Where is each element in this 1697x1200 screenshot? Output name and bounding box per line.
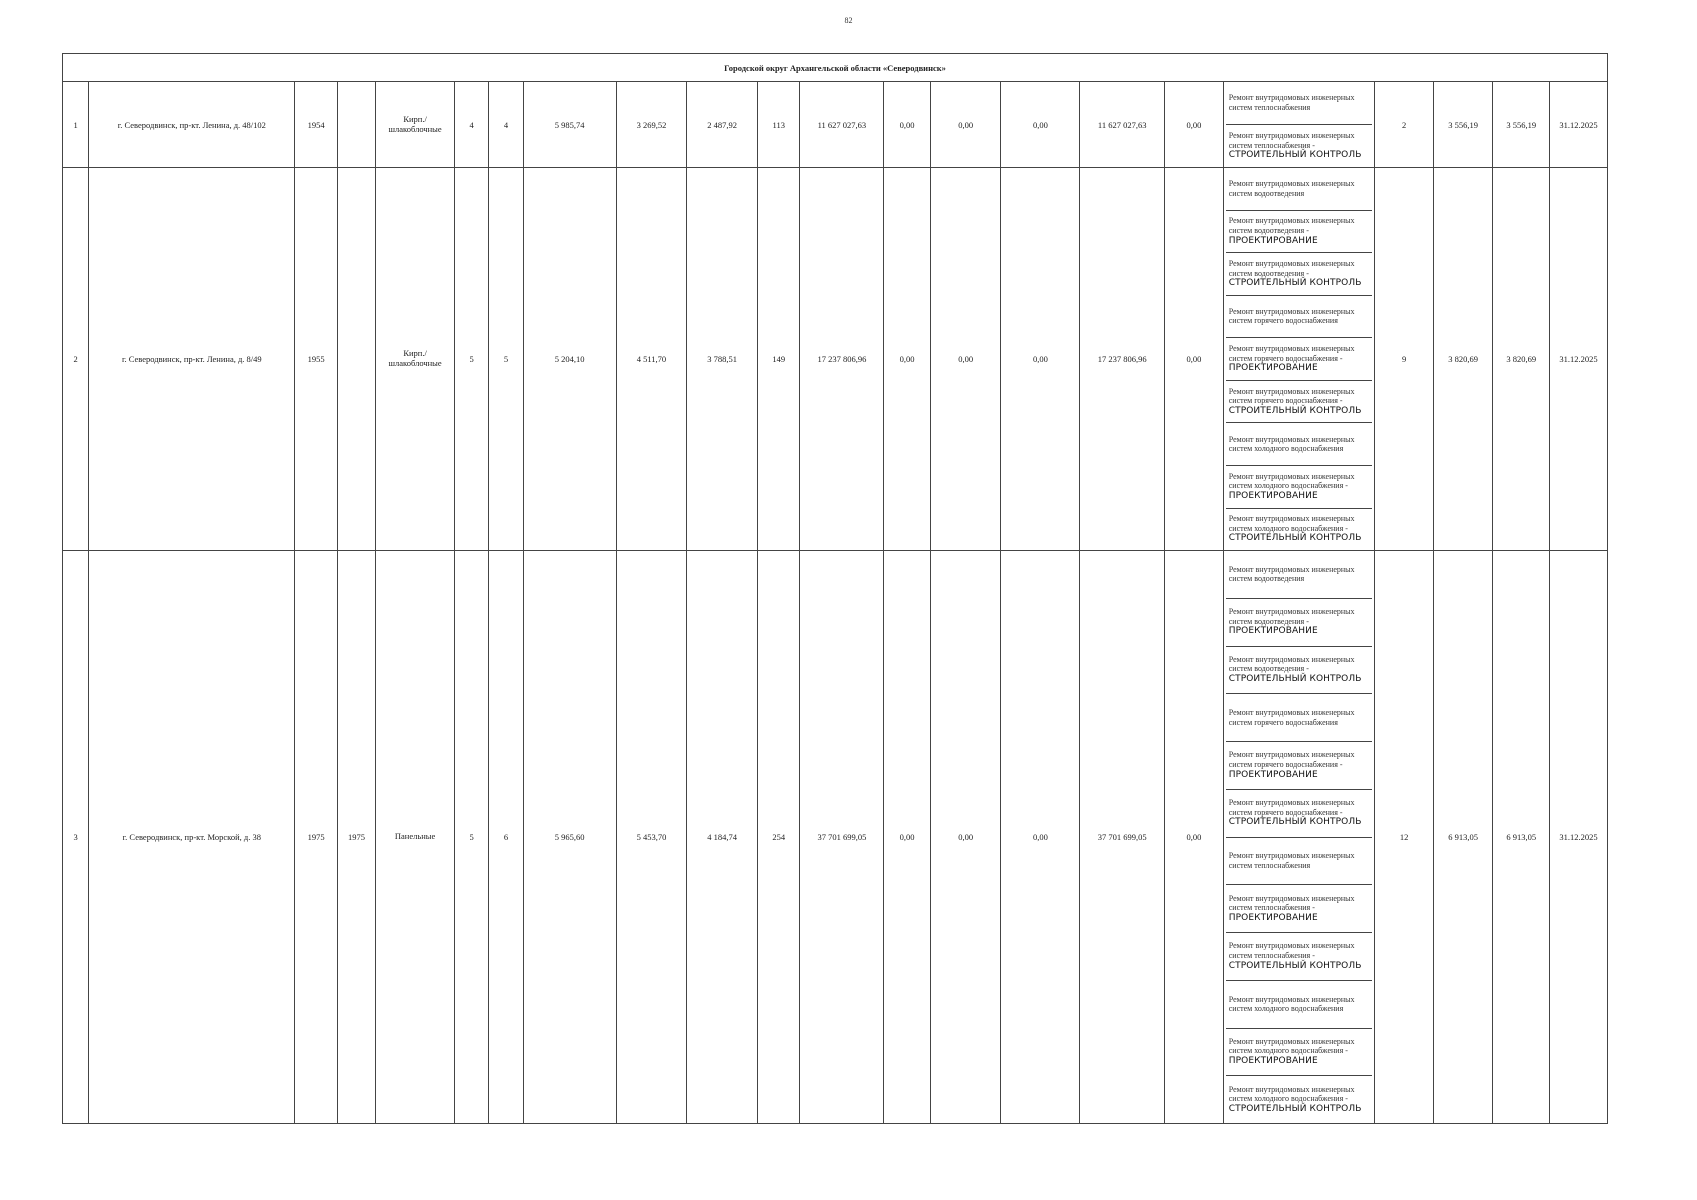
works-cell (1223, 551, 1375, 1124)
area-living: 3 269,52 (616, 82, 687, 168)
fund-fss: 0,00 (884, 82, 930, 168)
year-built: 1954 (295, 82, 337, 168)
fund-owners: 11 627 027,63 (1080, 82, 1165, 168)
year-reconstruction: 1975 (337, 551, 375, 1124)
capital-repair-table (62, 53, 1608, 1124)
work-item: Ремонт внутридомовых инженерных систем теплоснабжения (1226, 838, 1373, 886)
unit-cost: 3 820,69 (1433, 168, 1493, 551)
fund-region: 0,00 (930, 82, 1001, 168)
year-built: 1975 (295, 551, 337, 1124)
row-number: 1 (63, 82, 89, 168)
deadline: 31.12.2025 (1550, 551, 1608, 1124)
fund-fss: 0,00 (884, 168, 930, 551)
area-living-owned: 4 184,74 (687, 551, 758, 1124)
work-item: Ремонт внутридомовых инженерных систем горячего водоснабжения - СТРОИТЕЛЬНЫЙ КОНТРОЛЬ (1226, 790, 1373, 838)
work-item: Ремонт внутридомовых инженерных систем горячего водоснабжения - СТРОИТЕЛЬНЫЙ КОНТРОЛЬ (1226, 381, 1373, 424)
residents: 254 (758, 551, 800, 1124)
entrances: 5 (489, 168, 523, 551)
area-total: 5 985,74 (523, 82, 616, 168)
region-title: Городской округ Архангельской области «Северодвинск» (63, 54, 1608, 82)
work-item: Ремонт внутридомовых инженерных систем холодного водоснабжения - ПРОЕКТИРОВАНИЕ (1226, 466, 1373, 509)
work-item: Ремонт внутридомовых инженерных систем холодного водоснабжения (1226, 981, 1373, 1029)
work-item: Ремонт внутридомовых инженерных систем теплоснабжения (1226, 82, 1373, 125)
unit-cost-max: 6 913,05 (1493, 551, 1550, 1124)
wall-material: Панельные (376, 551, 455, 1124)
table-row (63, 551, 1608, 1124)
unit-cost: 3 556,19 (1433, 82, 1493, 168)
table-row (63, 168, 1608, 551)
area-living: 5 453,70 (616, 551, 687, 1124)
work-item: Ремонт внутридомовых инженерных систем горячего водоснабжения - ПРОЕКТИРОВАНИЕ (1226, 742, 1373, 790)
fund-region: 0,00 (930, 168, 1001, 551)
year-reconstruction (337, 82, 375, 168)
row-number: 2 (63, 168, 89, 551)
floors: 4 (454, 82, 488, 168)
fund-other: 0,00 (1165, 82, 1224, 168)
area-living-owned: 3 788,51 (687, 168, 758, 551)
fund-local: 0,00 (1001, 82, 1080, 168)
work-item: Ремонт внутридомовых инженерных систем горячего водоснабжения (1226, 694, 1373, 742)
work-item: Ремонт внутридомовых инженерных систем теплоснабжения - СТРОИТЕЛЬНЫЙ КОНТРОЛЬ (1226, 933, 1373, 981)
works-count: 12 (1375, 551, 1434, 1124)
fund-region: 0,00 (930, 551, 1001, 1124)
works-cell (1223, 168, 1375, 551)
deadline: 31.12.2025 (1550, 168, 1608, 551)
fund-other: 0,00 (1165, 551, 1224, 1124)
area-total: 5 965,60 (523, 551, 616, 1124)
wall-material: Кирп./ шлакоблочные (376, 82, 455, 168)
entrances: 6 (489, 551, 523, 1124)
fund-local: 0,00 (1001, 168, 1080, 551)
work-item: Ремонт внутридомовых инженерных систем горячего водоснабжения - ПРОЕКТИРОВАНИЕ (1226, 338, 1373, 381)
page-number: 82 (844, 16, 853, 25)
cost-total: 11 627 027,63 (800, 82, 884, 168)
wall-material: Кирп./ шлакоблочные (376, 168, 455, 551)
floors: 5 (454, 168, 488, 551)
address: г. Северодвинск, пр-кт. Ленина, д. 48/102 (89, 82, 295, 168)
work-item: Ремонт внутридомовых инженерных систем водоотведения (1226, 551, 1373, 599)
residents: 113 (758, 82, 800, 168)
fund-owners: 37 701 699,05 (1080, 551, 1165, 1124)
works-count: 2 (1375, 82, 1434, 168)
address: г. Северодвинск, пр-кт. Ленина, д. 8/49 (89, 168, 295, 551)
fund-local: 0,00 (1001, 551, 1080, 1124)
work-item: Ремонт внутридомовых инженерных систем водоотведения - ПРОЕКТИРОВАНИЕ (1226, 599, 1373, 647)
work-item: Ремонт внутридомовых инженерных систем водоотведения (1226, 168, 1373, 211)
floors: 5 (454, 551, 488, 1124)
fund-owners: 17 237 806,96 (1080, 168, 1165, 551)
unit-cost: 6 913,05 (1433, 551, 1493, 1124)
unit-cost-max: 3 820,69 (1493, 168, 1550, 551)
works-count: 9 (1375, 168, 1434, 551)
work-item: Ремонт внутридомовых инженерных систем холодного водоснабжения (1226, 423, 1373, 466)
work-item: Ремонт внутридомовых инженерных систем холодного водоснабжения - СТРОИТЕЛЬНЫЙ КОНТРОЛЬ (1228, 1084, 1362, 1114)
entrances: 4 (489, 82, 523, 168)
area-living-owned: 2 487,92 (687, 82, 758, 168)
table-row (63, 82, 1608, 168)
work-item: Ремонт внутридомовых инженерных систем горячего водоснабжения (1226, 296, 1373, 339)
row-number: 3 (63, 551, 89, 1124)
work-item: Ремонт внутридомовых инженерных систем холодного водоснабжения - ПРОЕКТИРОВАНИЕ (1226, 1029, 1373, 1077)
deadline: 31.12.2025 (1550, 82, 1608, 168)
year-reconstruction (337, 168, 375, 551)
work-item: Ремонт внутридомовых инженерных систем теплоснабжения - СТРОИТЕЛЬНЫЙ КОНТРОЛЬ (1228, 131, 1362, 161)
work-item: Ремонт внутридомовых инженерных систем водоотведения - СТРОИТЕЛЬНЫЙ КОНТРОЛЬ (1226, 647, 1373, 695)
fund-other: 0,00 (1165, 168, 1224, 551)
work-item: Ремонт внутридомовых инженерных систем холодного водоснабжения - СТРОИТЕЛЬНЫЙ КОНТРОЛЬ (1228, 514, 1362, 544)
cost-total: 17 237 806,96 (800, 168, 884, 551)
residents: 149 (758, 168, 800, 551)
work-item: Ремонт внутридомовых инженерных систем водоотведения - СТРОИТЕЛЬНЫЙ КОНТРОЛЬ (1226, 253, 1373, 296)
work-item: Ремонт внутридомовых инженерных систем теплоснабжения - ПРОЕКТИРОВАНИЕ (1226, 885, 1373, 933)
work-item: Ремонт внутридомовых инженерных систем водоотведения - ПРОЕКТИРОВАНИЕ (1226, 211, 1373, 254)
fund-fss: 0,00 (884, 551, 930, 1124)
cost-total: 37 701 699,05 (800, 551, 884, 1124)
works-cell (1223, 82, 1375, 168)
area-living: 4 511,70 (616, 168, 687, 551)
unit-cost-max: 3 556,19 (1493, 82, 1550, 168)
address: г. Северодвинск, пр-кт. Морской, д. 38 (89, 551, 295, 1124)
area-total: 5 204,10 (523, 168, 616, 551)
year-built: 1955 (295, 168, 337, 551)
